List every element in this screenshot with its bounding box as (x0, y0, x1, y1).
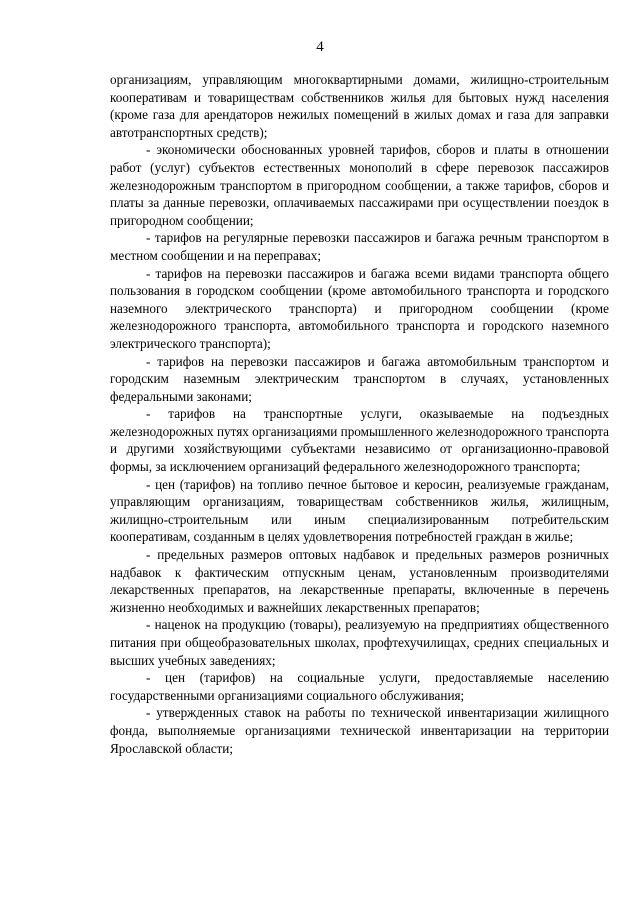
paragraph-continuation: организациям, управляющим многоквартирными домами, жилищно-строительным кооперативам и товариществам собственников жилья для бытовых нужд населения (кроме газа для арендаторов нежилых помещений в жилых домах и газа для заправки автотранспортных средств); (110, 72, 609, 140)
paragraph-medicine-markups: - предельных размеров оптовых надбавок и предельных размеров розничных надбавок к фактическим отпускным ценам, установленным производителями лекарственных препаратов, на лекарственные препараты, включенные в перечень жизненно необходимых и важнейших лекарственных препаратов; (110, 547, 609, 615)
page-number: 4 (316, 39, 324, 55)
paragraph-technical-inventory-rates: - утвержденных ставок на работы по технической инвентаризации жилищного фонда, выполняемые организациями технической инвентаризации на территории Ярославской области; (110, 705, 609, 756)
paragraph-road-electric-transport-tariffs: - тарифов на перевозки пассажиров и багажа автомобильным транспортом и городским наземным электрическим транспортом в случаях, установленных федеральными законами; (110, 353, 609, 404)
paragraph-fuel-kerosene-prices: - цен (тарифов) на топливо печное бытовое и керосин, реализуемые гражданам, управляющим организациям, товариществам собственников жилья, жилищным, жилищно-строительным или иным специализированным потребительским кооперативам, созданным в целях удовлетворения потребностей граждан в жилье; (110, 476, 609, 545)
document-body (110, 71, 609, 757)
paragraph-social-services-prices: - цен (тарифов) на социальные услуги, предоставляемые населению государственными организациями социального обслуживания; (110, 670, 609, 703)
paragraph-railway-suburban-tariffs: - экономически обоснованных уровней тарифов, сборов и платы в отношении работ (услуг) субъектов естественных монополий в сфере перевозок пассажиров железнодорожным транспортом в пригородном сообщении, а также тарифов, сборов и платы за данные перевозки, оплачиваемых пассажирами при осуществлении поездок в пригородном сообщении; (110, 142, 609, 228)
paragraph-access-track-tariffs: - тарифов на транспортные услуги, оказываемые на подъездных железнодорожных путях организациями промышленного железнодорожного транспорта и другими хозяйствующими субъектами независимо от организационно-правовой формы, за исключением организаций федерального железнодорожного транспорта; (110, 406, 610, 475)
paragraph-river-transport-tariffs: - тарифов на регулярные перевозки пассажиров и багажа речным транспортом в местном сообщении и на переправах; (110, 230, 609, 263)
paragraph-public-transport-tariffs: - тарифов на перевозки пассажиров и багажа всеми видами транспорта общего пользования в городском сообщении (кроме автомобильного транспорта и городского наземного электрического транспорта) и пригородном сообщении (кроме железнодорожного транспорта, автомобильного транспорта и городского наземного электрического транспорта); (110, 265, 609, 351)
paragraph-catering-markups: - наценок на продукцию (товары), реализуемую на предприятиях общественного питания при общеобразовательных школах, профтехучилищах, средних специальных и высших учебных заведениях; (110, 617, 609, 668)
